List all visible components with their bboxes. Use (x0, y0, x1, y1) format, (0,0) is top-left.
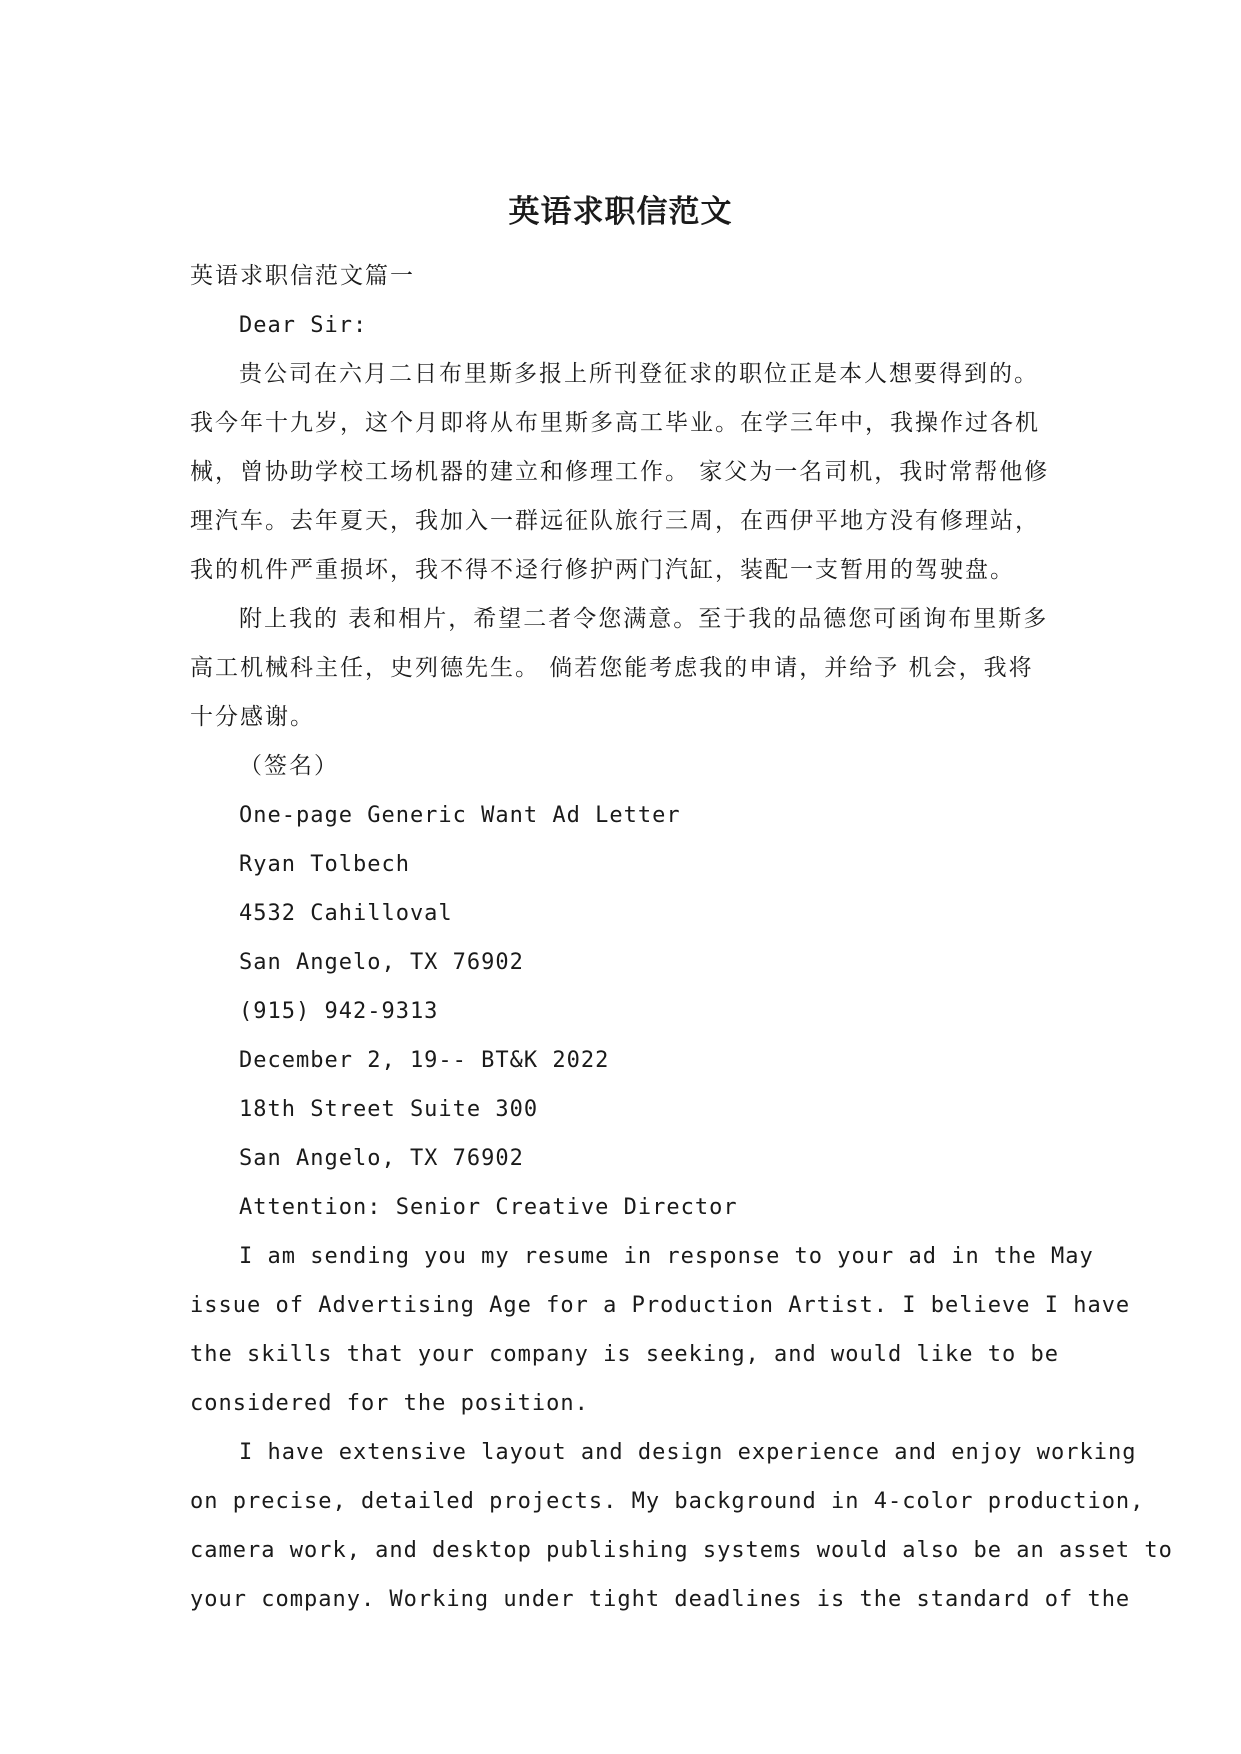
text-line: 高工机械科主任，史列德先生。 倘若您能考虑我的申请，并给予 机会，我将 (190, 655, 1034, 681)
text-line: San Angelo, TX 76902 (239, 1146, 524, 1171)
text-line: December 2, 19-- BT&K 2022 (239, 1048, 610, 1073)
text-line: I am sending you my resume in response to your ad in the May (239, 1244, 1094, 1269)
text-line: 我的机件严重损坏，我不得不迳行修护两门汽缸，装配一支暂用的驾驶盘。 (190, 557, 1015, 583)
text-line: Dear Sir: (239, 313, 368, 338)
text-line: camera work, and desktop publishing systems would also be an asset to (190, 1538, 1173, 1563)
text-line: Attention: Senior Creative Director (239, 1195, 738, 1220)
text-line: considered for the position. (190, 1391, 589, 1416)
text-line: 4532 Cahilloval (239, 901, 453, 926)
text-line: 18th Street Suite 300 (239, 1097, 539, 1122)
text-line: on precise, detailed projects. My background in 4-color production, (190, 1489, 1145, 1514)
text-line: 附上我的 表和相片，希望二者令您满意。至于我的品德您可函询布里斯多 (239, 606, 1049, 632)
text-line: 械，曾协助学校工场机器的建立和修理工作。 家父为一名司机，我时常帮他修 (190, 459, 1050, 485)
text-line: One-page Generic Want Ad Letter (239, 803, 681, 828)
text-line: 贵公司在六月二日布里斯多报上所刊登征求的职位正是本人想要得到的。 (239, 361, 1039, 387)
text-line: San Angelo, TX 76902 (239, 950, 524, 975)
text-line: 英语求职信范文篇一 (190, 263, 415, 289)
text-line: 我今年十九岁，这个月即将从布里斯多高工毕业。在学三年中，我操作过各机 (190, 410, 1040, 436)
document-title: 英语求职信范文 (508, 194, 733, 230)
text-line: issue of Advertising Age for a Production Artist. I believe I have (190, 1293, 1131, 1318)
text-line: your company. Working under tight deadlines is the standard of the (190, 1587, 1131, 1612)
text-line: I have extensive layout and design experience and enjoy working (239, 1440, 1137, 1465)
text-line: （签名） (239, 753, 339, 779)
text-line: (915) 942-9313 (239, 999, 439, 1024)
text-line: the skills that your company is seeking, and would like to be (190, 1342, 1059, 1367)
text-line: 理汽车。去年夏天，我加入一群远征队旅行三周，在西伊平地方没有修理站， (190, 508, 1040, 534)
document-body (190, 252, 1173, 1624)
text-line: 十分感谢。 (190, 704, 315, 730)
text-line: Ryan Tolbech (239, 852, 410, 877)
